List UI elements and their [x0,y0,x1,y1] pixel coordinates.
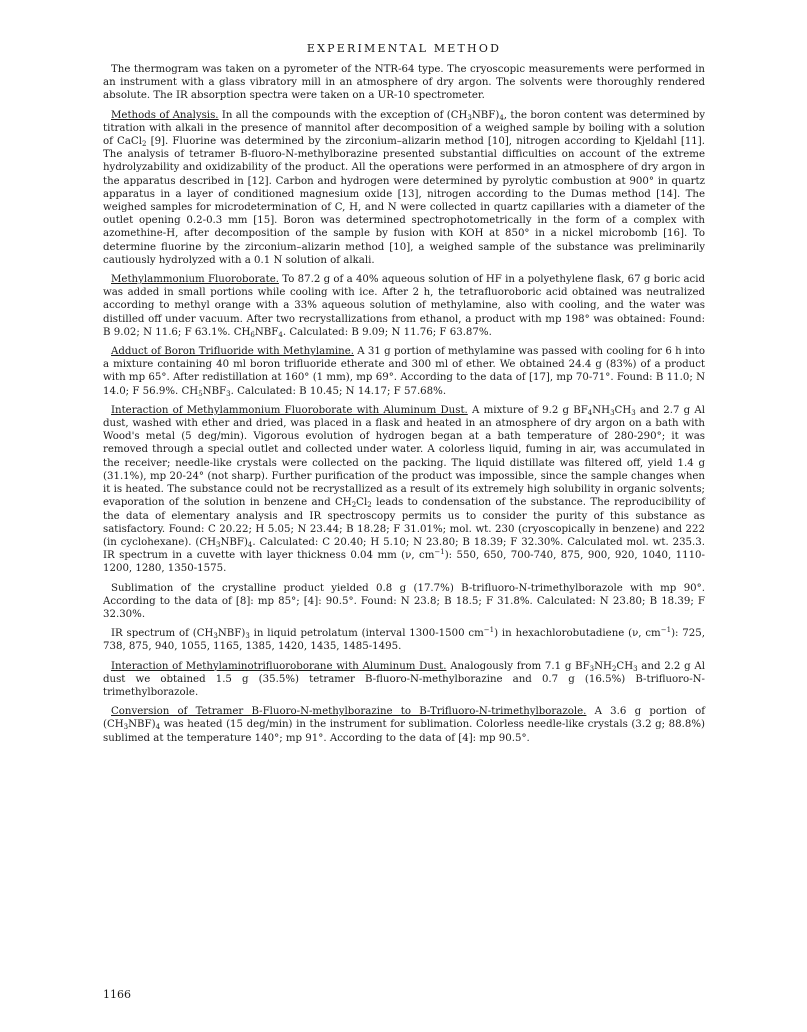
text-run: , the boron content was determined by titration with alkali in the presence of mannitol after decomposition of a weighed sample by boiling with a solution of CaCl [103,109,706,148]
text-run: . Calculated: B 9.09; N 11.76; F 63.87%. [282,326,492,338]
text-run: leads to condensation of the substance. The reproducibility of the data of elementary analysis and IR spectroscopy permits us to consider the purity of this substance as satisfactory. Found: C 20.22; H 5.05; N 23.44; B 18.28; F 31.01%; mol. wt. 230 (cryoscopically in benzene) and 222 (in cyclohexane). (CH [103,497,705,548]
page-number: 1166 [103,988,131,1001]
paragraph-methylammonium-fluoroborate [103,273,705,339]
superscript: −1 [660,626,672,635]
subscript: 4 [155,723,161,732]
run-in-heading: Interaction of Methylammonium Fluoroborate with Aluminum Dust. [111,404,468,416]
run-in-heading: Adduct of Boron Trifluoride with Methylamine. [111,346,354,358]
paragraph-conversion-tetramer [103,705,705,745]
subscript: 2 [367,501,372,510]
text-run: In all the compounds with the exception of (CH [218,109,468,121]
run-in-heading: Interaction of Methylaminotrifluoroborane with Aluminum Dust. [111,660,447,672]
superscript: −1 [434,548,445,557]
subscript: 3 [123,723,129,732]
subscript: 2 [141,140,147,149]
text-run: was heated (15 deg/min) in the instrument for sublimation. Colorless needle-like crystals (3.2 g; 88.8%) sublimed at the temperature 140°; mp 91°. According to the data of [4]: mp 90.5°. [103,719,705,744]
text-run: ): 550, 650, 700-740, 875, 900, 920, 1040, 1110-1200, 1280, 1350-1575. [103,550,705,575]
text-run: [9]. Fluorine was determined by the zirconium–alizarin method [10], nitrogen according to Kjeldahl [11]. The analysis of tetramer B-fluoro-N-methylborazine presented substantial difficulties on account of the extreme hydrolyzability and oxidizability of the product. All the operations were performed in an atmosphere of dry argon in the apparatus described in [12]. Carbon and hydrogen were determined by pyrolytic combustion at 900° in quartz apparatus in a layer of conditioned magnesium oxide [13], nitrogen according to the Dumas method [14]. The weighed samples for microdetermination of C, H, and N were collected in quartz capillaries with a diameter of the outlet opening 0.2-0.3 mm [15]. Boron was determined spectrophotometrically in the form of a complex with azomethine-H, after decomposition of the sample by fusion with KOH at 850° in a nickel microbomb [16]. To determine fluorine by the zirconium–alizarin method [10], a weighed sample of the substance was preliminarily cautiously hydrolyzed with a 0.1 N solution of alkali. [103,136,705,266]
subscript: 3 [589,664,595,673]
subscript: 5 [198,389,203,398]
subscript: 4 [587,408,593,417]
text-run: . Calculated: C 20.40; H 5.10; N 23.80; B 18.39; F 32.30%. Calculated mol. wt. 235.3. IR spectrum in a cuvette with layer thickness 0.04 mm (ν, cm [103,536,705,562]
run-in-heading: Conversion of Tetramer B-Fluoro-N-methylborazine to B-Trifluoro-N-trimethylborazole. [111,706,587,718]
subscript: 4 [278,330,283,339]
text-run: NBF) [217,628,246,640]
text-run: and 2.7 g Al dust, washed with ether and dried, was placed in a flask and heated in an atmosphere of dry argon on a bath with Wood's metal (5 deg/min). Vigorous evolution of hydrogen began at a bath temperature of 280-290°; it was removed through a special outlet and collected under water. A colorless liquid, fuming in air, was accumulated in the receiver; needle-like crystals were collected on the packing. The liquid distillate was filtered off, yield 1.4 g (31.1%), mp 20-24° (not sharp). Further purification of the product was impossible, since the sample changes when it is heated. The substance could not be recrystallized as a result of its extremely high solubility in organic solvents; evaporation of the solution in benzene and CH [103,404,706,509]
subscript: 2 [611,664,617,673]
text-run: NH [594,660,612,672]
text-run: NBF) [471,109,500,121]
text-run: CH [616,660,634,672]
text-run: A 31 g portion of methylamine was passed with cooling for 6 h into a mixture containing 40 ml boron trifluoride etherate and 300 ml of ether. We obtained 24.4 g (83%) of a product with mp 65°. After redistillation at 160° (1 mm), mp 69°. According to the data of [17], mp 70-71°. Found: B 11.0; N 14.0; F 56.9%. CH [103,346,705,397]
text-run: in liquid petrolatum (interval 1300-1500 cm [249,628,484,640]
text-run: A 3.6 g portion of (CH [103,706,705,731]
text-run: IR spectrum of (CH [111,628,214,640]
paragraph-interaction-aluminum-dust [103,404,705,576]
paragraph-methylaminotrifluoroborane [103,660,705,700]
text-run: ) in hexachlorobutadiene (ν, cm [494,628,661,640]
subscript: 3 [226,389,231,398]
subscript: 3 [213,632,218,641]
section-heading: EXPERIMENTAL METHOD [306,42,502,55]
text-run: CH [614,404,632,416]
text-run: ): 725, 738, 875, 940, 1055, 1165, 1385, 1420, 1435, 1485-1495. [103,628,705,653]
run-in-heading: Methods of Analysis. [111,109,219,121]
text-run: Cl [356,497,368,509]
text-run: NBF) [128,719,156,731]
text-run: NH [592,404,611,416]
text-run: NBF [202,385,227,397]
page-body [103,42,705,751]
paragraph-instruments: The thermogram was taken on a pyrometer of the NTR-64 type. The cryoscopic measurements were performed in an instrument with a glass vibratory mill in an atmosphere of dry argon. The solvents were thoroughly rendered absolute. The IR absorption spectra were taken on a UR-10 spectrometer. [103,64,705,102]
text-run: A mixture of 9.2 g BF [467,404,588,416]
text-run: NBF) [220,536,248,548]
paragraph-methods-of-analysis [103,109,705,267]
superscript: −1 [483,626,495,635]
subscript: 3 [467,113,472,122]
text-run: Analogously from 7.1 g BF [446,660,590,672]
text-run: To 87.2 g of a 40% aqueous solution of HF in a polyethylene flask, 67 g boric acid was added in small portions while cooling with ice. After 2 h, the tetrafluoroboric acid obtained was neutralized according to methyl orange with a 33% aqueous solution of methylamine, also with cooling, and the water was distilled off under vacuum. After two recrystallizations from ethanol, a product with mp 198° was obtained: Found: B 9.02; N 11.6; F 63.1%. CH [103,274,705,338]
subscript: 3 [633,664,638,673]
subscript: 4 [247,540,253,549]
subscript: 3 [631,408,636,417]
text-run: . Calculated: B 10.45; N 14.17; F 57.68%. [230,385,447,397]
paragraph-ir-spectrum [103,627,705,653]
subscript: 3 [216,540,221,549]
text-run: and 2.2 g Al dust we obtained 1.5 g (35.5%) tetramer B-fluoro-N-methylborazine and 0.7 g (16.5%) B-trifluoro-N-trimethylborazole. [103,660,705,698]
subscript: 3 [245,632,250,641]
subscript: 6 [250,330,255,339]
subscript: 4 [499,113,504,122]
paragraph-sublimation: Sublimation of the crystalline product yielded 0.8 g (17.7%) B-trifluoro-N-trimethylborazole with mp 90°. According to the data of [8]: mp 85°; [4]: 90.5°. Found: N 23.8; B 18.5; F 31.8%. Calculated: N 23.80; B 18.39; F 32.30%. [103,582,705,620]
run-in-heading: Methylammonium Fluoroborate. [111,274,279,286]
subscript: 2 [351,501,357,510]
text-run: NBF [254,326,279,338]
subscript: 3 [610,408,615,417]
paragraph-adduct-boron-trifluoride [103,345,705,398]
